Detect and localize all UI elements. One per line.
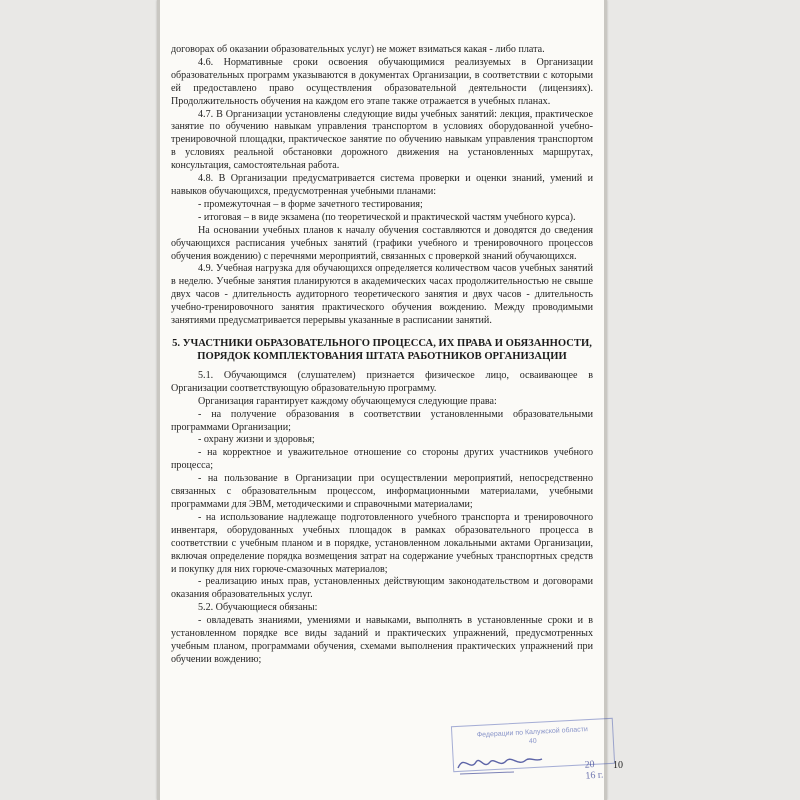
section-heading: 5. УЧАСТНИКИ ОБРАЗОВАТЕЛЬНОГО ПРОЦЕССА, ИХ ПРАВА И ОБЯЗАННОСТИ, ПОРЯДОК КОМПЛЕКТОВАНИЯ ШТАТА РАБОТНИКОВ ОРГАНИЗАЦИИ xyxy=(172,337,592,362)
paragraph: договорах об оказании образовательных услуг) не может взиматься какая - либо плата. xyxy=(171,44,545,55)
paragraph: На основании учебных планов к началу обучения составляются и доводятся до сведения обучающихся расписания учебных занятий (графики учебного и тренировочного процессов обучения вождению) с перечнями мероприятий, связанных с проверкой знаний обучающихся. xyxy=(171,224,593,262)
paragraph: 4.9. Учебная нагрузка для обучающихся определяется количеством часов учебных занятий в неделю. Учебные занятия планируются в академических часах продолжительностью не свыше двух часов - длительность аудиторного теоретического занятия и двух часов - длительность учебно-тренировочного занятия практического обучения вождению. Между проводимыми занятиями предусматривается перерывы указанные в расписании занятий. xyxy=(171,263,593,327)
document-body xyxy=(171,44,593,667)
paragraph: Организация гарантирует каждому обучающемуся следующие права: xyxy=(198,395,497,407)
paragraph: - реализацию иных прав, установленных действующим законодательством и договорами оказания образовательных услуг. xyxy=(171,576,593,601)
paragraph: - на получение образования в соответствии установленными образовательными программами Организации; xyxy=(171,408,593,433)
document-page xyxy=(157,0,623,800)
paragraph: - промежуточная – в форме зачетного тестирования; xyxy=(198,198,423,210)
stamp-line-2: 40 xyxy=(528,737,537,746)
paragraph: - на пользование в Организации при осуществлении мероприятий, непосредственно связанных с образовательным процессом, информационными материалами, учебными программами для ЭВМ, методическими и справочными материалами; xyxy=(171,473,593,510)
paragraph: - на использование надлежаще подготовленного учебного транспорта и тренировочного инвентаря, оборудованных учебных площадок в рамках образовательного процесса в соответствии с учебным планом и в порядке, установленном локальными актами Организации, включая определение порядка возмещения затрат на содержание учебных транспортных средств и покупку для них горюче-смазочных материалов; xyxy=(171,511,593,575)
handwritten-signature xyxy=(454,748,544,778)
paragraph: 4.7. В Организации установлены следующие виды учебных занятий: лекция, практическое занятие по обучению навыкам управления транспортом в условиях оборудованной учебно-тренировочной площадки, практическое занятие по обучению навыкам управления транспортом в условиях реальной обстановки дорожного движения на установленных маршрутах, консультация, самостоятельная работа. xyxy=(171,108,593,172)
paragraph: - овладевать знаниями, умениями и навыками, выполнять в установленные сроки и в установленном порядке все виды заданий и практических упражнений, предусмотренных учебным планом, программами обучения, схемами выполнения практических упражнений при обучении вождению; xyxy=(171,615,593,665)
page-left-edge xyxy=(157,0,160,800)
handwritten-date: 20 16 г. xyxy=(584,759,604,782)
paragraph: - итоговая – в виде экзамена (по теоретической и практической частям учебного курса). xyxy=(198,211,576,223)
paragraph: 5.1. Обучающимся (слушателем) признается физическое лицо, осваивающее в Организации соответствующую образовательную программу. xyxy=(171,369,593,394)
paragraph: - на корректное и уважительное отношение со стороны других участников учебного процесса; xyxy=(171,447,593,472)
paragraph: 4.6. Нормативные сроки освоения обучающимися реализуемых в Организации образовательных программ указываются в документах Организации, в соответствии с которыми ей предоставлено право осуществления образовательной деятельности (лицензиях). Продолжительность обучения на каждом его этапе также отражается в учебных планах. xyxy=(171,56,593,107)
stamp-line-1: Федерации по Калужской области xyxy=(476,726,589,739)
page-right-edge xyxy=(604,0,607,800)
paragraph: 4.8. В Организации предусматривается система проверки и оценки знаний, умений и навыков обучающихся, предусмотренная учебными планами: xyxy=(171,173,593,197)
paragraph: 5.2. Обучающиеся обязаны: xyxy=(198,602,318,614)
paragraph: - охрану жизни и здоровья; xyxy=(198,434,315,446)
page-number: 10 xyxy=(613,760,623,771)
